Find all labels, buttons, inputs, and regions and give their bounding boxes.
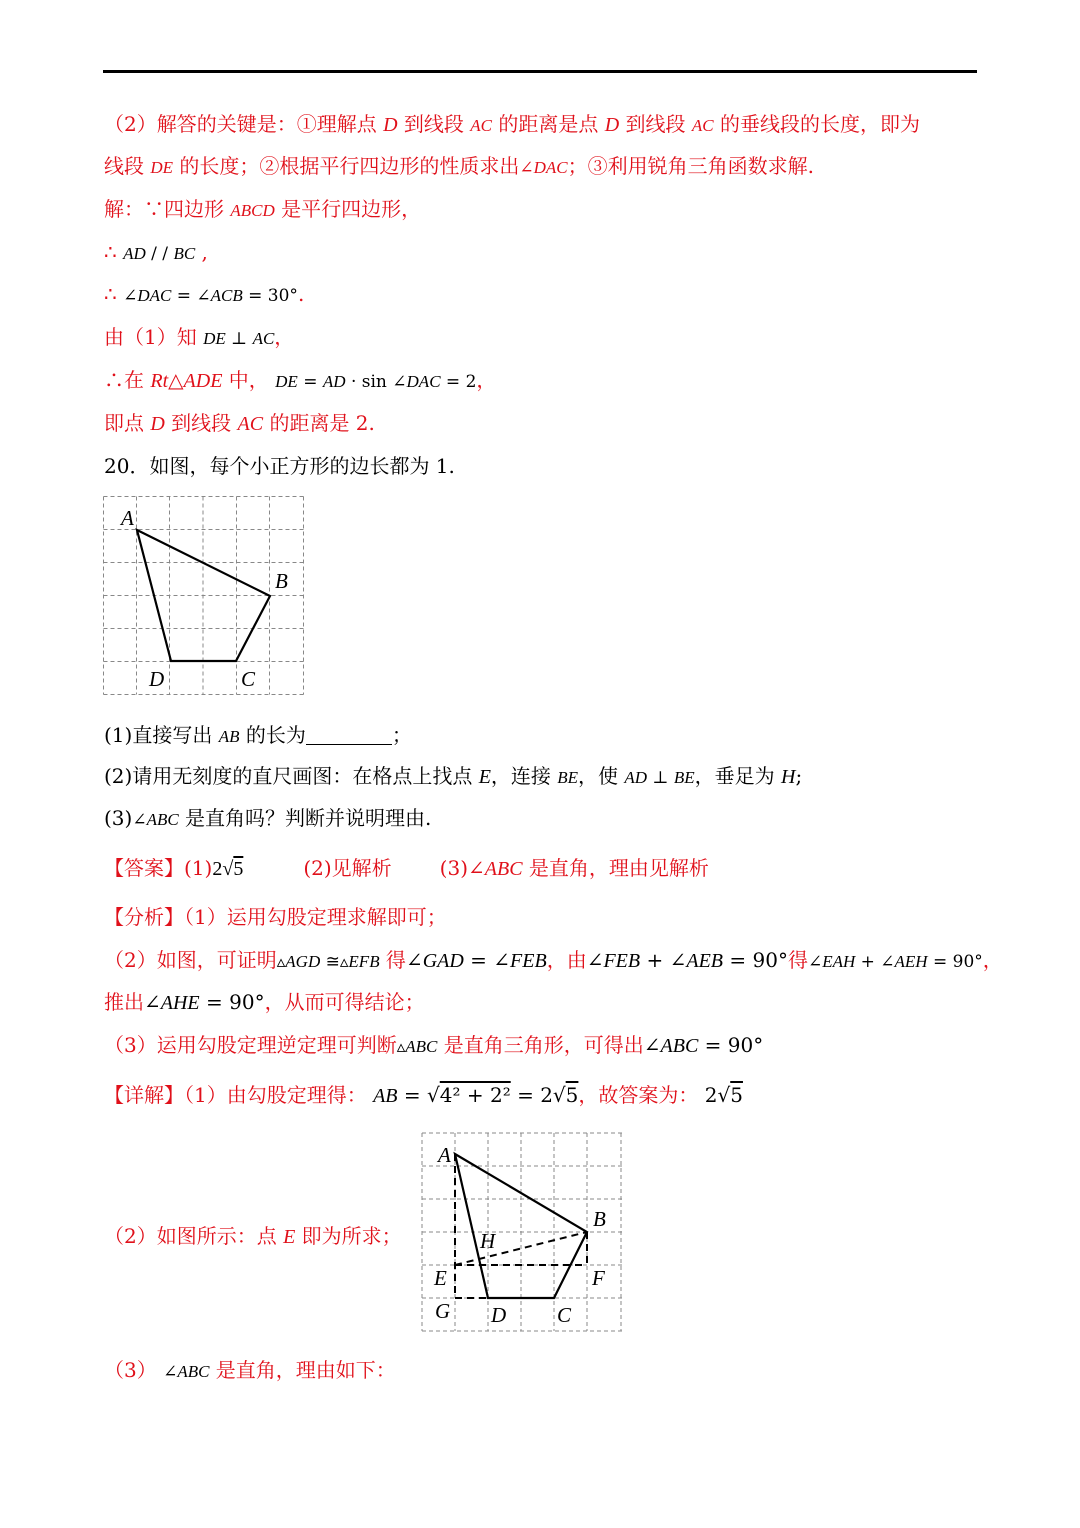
- detail-line-3: （3） ∠ABC 是直角，理由如下：: [104, 1358, 396, 1382]
- fig2-label-e: E: [434, 1266, 447, 1290]
- q20-sub3: (3)∠ABC 是直角吗？判断并说明理由.: [104, 806, 432, 830]
- fig2-label-c: C: [557, 1303, 572, 1327]
- label-c: C: [241, 667, 256, 691]
- hint-line-2: 线段 DE 的长度；②根据平行四边形的性质求出∠DAC；③利用锐角三角函数求解.: [104, 154, 814, 178]
- fig2-label-h: H: [480, 1229, 496, 1253]
- detail-line-2: （2）如图所示：点 E 即为所求；: [104, 1224, 402, 1248]
- solution-line-6: 即点 D 到线段 AC 的距离是 2.: [104, 411, 375, 435]
- fig2-label-g: G: [435, 1299, 451, 1323]
- label-a: A: [121, 506, 134, 530]
- header-rule: [103, 70, 977, 73]
- analysis-line-1: 【分析】（1）运用勾股定理求解即可；: [104, 905, 447, 929]
- detail-line-1: 【详解】（1）由勾股定理得： AB = √4² + 2² = 2√5，故答案为： 2√5: [104, 1083, 743, 1107]
- fig2-label-b: B: [593, 1207, 606, 1231]
- answer-blank: [306, 724, 392, 745]
- q20-sub2: (2)请用无刻度的直尺画图：在格点上找点 E，连接 BE，使 AD ⊥ BE，垂足为 H;: [104, 764, 803, 788]
- solution-line-5: ∴在 Rt△ADE 中， DE = AD · sin ∠DAC = 2，: [104, 368, 497, 392]
- label-d: D: [149, 667, 165, 691]
- analysis-line-2: （2）如图，可证明▵AGD ≅▵EFB 得∠GAD = ∠FEB，由∠FEB + ∠AEB = 90°得∠EAH + ∠AEH = 90°，: [104, 948, 1003, 972]
- analysis-line-4: （3）运用勾股定理逆定理可判断▵ABC 是直角三角形，可得出∠ABC = 90°: [104, 1033, 764, 1057]
- answer-line: 【答案】(1)2√5 (2)见解析 (3)∠ABC 是直角，理由见解析: [104, 856, 709, 880]
- q20-sub1: (1)直接写出 AB 的长为 ；: [104, 723, 412, 747]
- q20-stem: 20．如图，每个小正方形的边长都为 1.: [104, 454, 455, 478]
- label-b: B: [275, 569, 288, 593]
- solution-line-3: ∴ ∠DAC = ∠ACB = 30°.: [104, 282, 305, 306]
- fig2-label-d: D: [491, 1303, 507, 1327]
- figure-1-grid: [103, 496, 305, 696]
- solution-line-1: 解：∵四边形 ABCD 是平行四边形，: [104, 197, 422, 221]
- hint-line-1: （2）解答的关键是：①理解点 D 到线段 AC 的距离是点 D 到线段 AC 的垂线段的长度，即为: [104, 112, 920, 136]
- analysis-line-3: 推出∠AHE = 90°，从而可得结论；: [104, 990, 425, 1014]
- solution-line-2: ∴ AD / / BC ,: [104, 240, 208, 264]
- fig2-label-a: A: [438, 1143, 451, 1167]
- solution-line-4: 由（1）知 DE ⊥ AC，: [104, 325, 295, 349]
- fig2-label-f: F: [592, 1266, 605, 1290]
- figure-2-grid: [420, 1132, 624, 1333]
